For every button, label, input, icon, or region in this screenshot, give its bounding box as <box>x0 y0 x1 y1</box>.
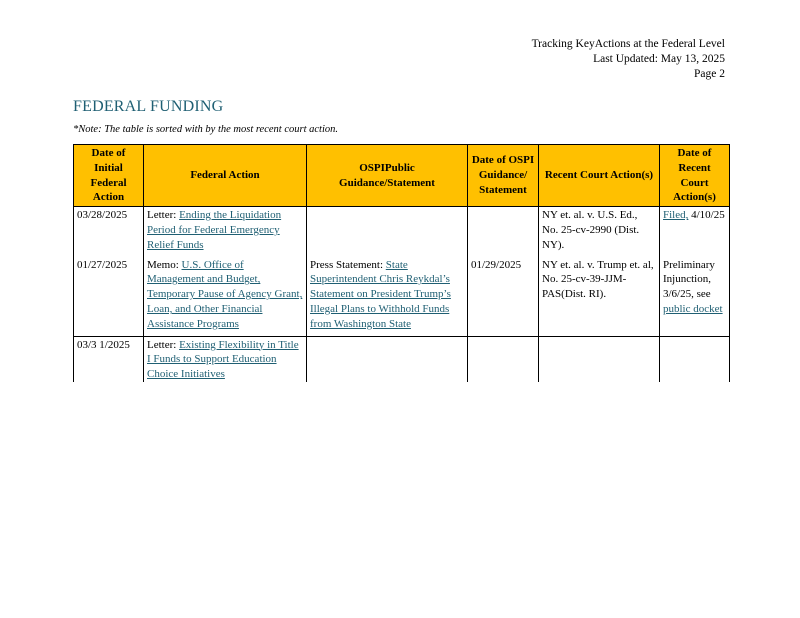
court-date-text: 4/10/25 <box>688 209 725 222</box>
guidance-cell <box>307 336 468 382</box>
federal-action-cell <box>144 336 307 382</box>
court-date-text: Preliminary Injunction, 3/6/25, see <box>663 258 715 301</box>
court-action-cell <box>539 336 660 382</box>
federal-action-link[interactable]: Ending the Liquidation Period for Federal Emergency Relief Funds <box>147 209 282 251</box>
initial-date-cell: 03/28/2025 <box>74 207 144 257</box>
federal-action-cell <box>144 207 307 257</box>
court-date-cell <box>660 207 730 257</box>
action-type: Letter: <box>147 209 180 222</box>
table-note: *Note: The table is sorted with by the most recent court action. <box>73 124 338 135</box>
court-action-cell: NY et. al. v. U.S. Ed., No. 25-cv-2990 (Dist. NY). <box>539 207 660 257</box>
guidance-type: Press Statement: <box>310 258 386 271</box>
court-action-cell: NY et. al. v. Trump et. al, No. 25-cv-39-JJM-PAS(Dist. RI). <box>539 257 660 336</box>
col-header-ospi-date: Date of OSPI Guidance/ Statement <box>468 145 539 207</box>
table-row <box>74 257 730 336</box>
table-row <box>74 336 730 382</box>
last-updated: Last Updated: May 13, 2025 <box>593 53 725 65</box>
col-header-initial-date: Date of Initial Federal Action <box>74 145 144 207</box>
section-title: FEDERAL FUNDING <box>73 98 224 115</box>
page-number: Page 2 <box>694 68 725 80</box>
federal-funding-table <box>73 144 730 382</box>
guidance-date-cell <box>468 207 539 257</box>
guidance-cell <box>307 257 468 336</box>
table-header-row <box>74 145 730 207</box>
action-type: Memo: <box>147 258 182 271</box>
page-header <box>532 37 725 82</box>
court-date-cell <box>660 257 730 336</box>
col-header-court-action: Recent Court Action(s) <box>539 145 660 207</box>
guidance-link[interactable]: State Superintendent Chris Reykdal’s Statement on President Trump’s Illegal Plans to Withhold Funds from Washington State <box>310 258 451 330</box>
federal-action-link[interactable]: U.S. Office of Management and Budget, Temporary Pause of Agency Grant, Loan, and Other Financial Assistance Programs <box>147 258 303 330</box>
header-title: Tracking KeyActions at the Federal Level <box>531 38 725 50</box>
guidance-date-cell: 01/29/2025 <box>468 257 539 336</box>
guidance-cell <box>307 207 468 257</box>
federal-action-cell <box>144 257 307 336</box>
guidance-date-cell <box>468 336 539 382</box>
table-row <box>74 207 730 257</box>
initial-date-cell: 01/27/2025 <box>74 257 144 336</box>
col-header-federal-action: Federal Action <box>144 145 307 207</box>
initial-date-cell: 03/3 1/2025 <box>74 336 144 382</box>
col-header-ospi-guidance: OSPIPublic Guidance/Statement <box>307 145 468 207</box>
filed-link[interactable]: Filed, <box>663 209 689 222</box>
public-docket-link[interactable]: public docket <box>663 302 723 315</box>
court-date-cell <box>660 336 730 382</box>
col-header-court-date: Date of Recent Court Action(s) <box>660 145 730 207</box>
action-type: Letter: <box>147 338 180 351</box>
federal-action-link[interactable]: Existing Flexibility in Title I Funds to Support Education Choice Initiatives <box>147 338 299 381</box>
